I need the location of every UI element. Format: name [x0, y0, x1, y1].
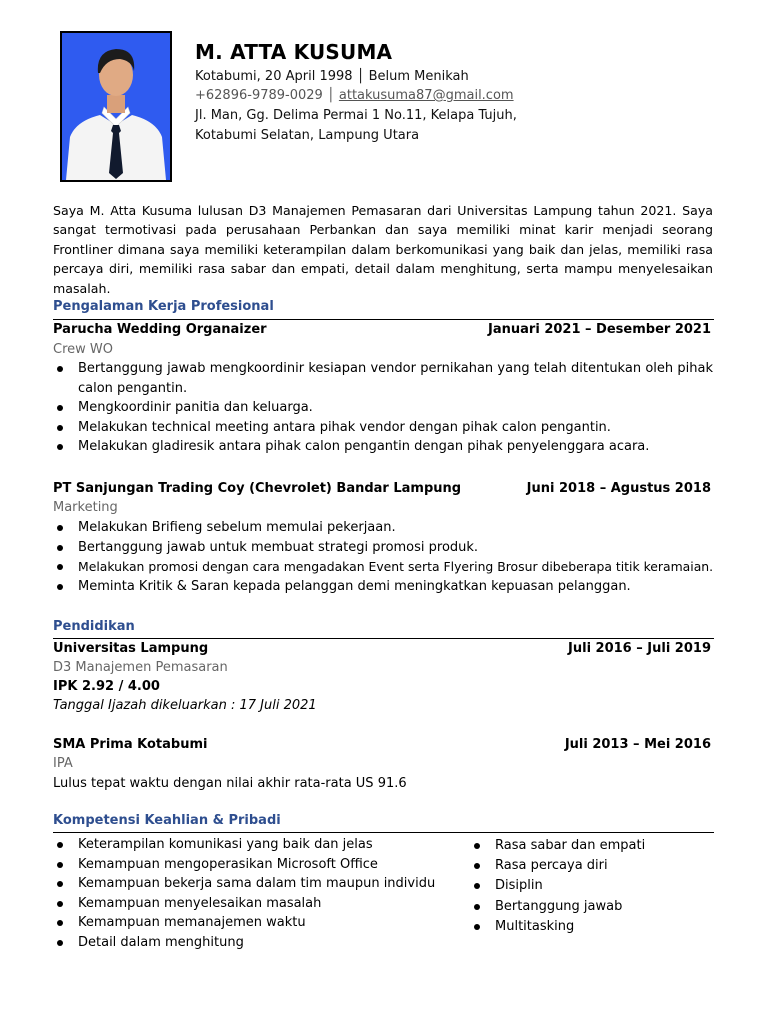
list-item: Keterampilan komunikasi yang baik dan jelas	[53, 835, 463, 855]
profile-summary: Saya M. Atta Kusuma lulusan D3 Manajemen Pemasaran dari Universitas Lampung tahun 2021. Saya sangat termotivasi pada perusahaan Perbankan dan saya memiliki minat karir menjadi seorang Frontliner dimana saya memiliki keterampilan dalam berkomunikasi yang baik dan jelas, memiliki rasa percaya diri, memiliki rasa sabar dan empati, detail dalam menghitung, serta mampu menyelesaikan masalah.	[53, 203, 713, 296]
school-header	[53, 735, 711, 754]
contact-line	[195, 86, 514, 105]
address-line-2: Kotabumi Selatan, Lampung Utara	[195, 128, 420, 143]
job-company: Parucha Wedding Organaizer	[53, 322, 267, 337]
job-tasks	[53, 518, 718, 596]
list-item: Bertanggung jawab mengkoordinir kesiapan vendor pernikahan yang telah ditentukan oleh pihak calon pengantin.	[53, 359, 713, 398]
skills-list-left	[53, 835, 463, 952]
job-header	[53, 479, 711, 498]
list-item: Meminta Kritik & Saran kepada pelanggan demi meningkatkan kepuasan pelanggan.	[53, 577, 718, 597]
list-item: Disiplin	[470, 876, 690, 896]
list-item: Rasa sabar dan empati	[470, 836, 690, 856]
skills-list-right	[470, 836, 690, 937]
job-role: Crew WO	[53, 342, 113, 357]
job-company: PT Sanjungan Trading Coy (Chevrolet) Bandar Lampung	[53, 481, 462, 496]
candidate-name: M. ATTA KUSUMA	[195, 40, 393, 64]
job-role: Marketing	[53, 500, 118, 515]
list-item: Melakukan technical meeting antara pihak vendor dengan pihak calon pengantin.	[53, 418, 713, 438]
profile-photo	[60, 31, 172, 182]
school-gpa: IPK 2.92 / 4.00	[53, 679, 160, 694]
school-period: Juli 2013 – Mei 2016	[564, 737, 711, 752]
list-item: Multitasking	[470, 917, 690, 937]
list-item: Melakukan Brifieng sebelum memulai pekerjaan.	[53, 518, 718, 538]
email-link[interactable]: attakusuma87@gmail.com	[338, 88, 514, 103]
list-item: Melakukan gladiresik antara pihak calon pengantin dengan pihak penyelenggara acara.	[53, 437, 713, 457]
list-item: Detail dalam menghitung	[53, 933, 463, 953]
school-header	[53, 639, 711, 658]
job-period: Januari 2021 – Desember 2021	[488, 322, 711, 337]
list-item: Melakukan promosi dengan cara mengadakan Event serta Flyering Brosur dibeberapa titik keramaian.	[53, 557, 718, 577]
phone-number: +62896-9789-0029 │	[195, 88, 339, 103]
school-name: Universitas Lampung	[53, 641, 209, 656]
school-name: SMA Prima Kotabumi	[53, 737, 208, 752]
list-item: Mengkoordinir panitia dan keluarga.	[53, 398, 713, 418]
address-line-1: Jl. Man, Gg. Delima Permai 1 No.11, Kelapa Tujuh,	[195, 108, 517, 123]
school-major: IPA	[53, 756, 73, 771]
birth-info: Kotabumi, 20 April 1998 │ Belum Menikah	[195, 69, 469, 84]
list-item: Rasa percaya diri	[470, 856, 690, 876]
section-title-skills: Kompetensi Keahlian & Pribadi	[53, 813, 281, 828]
job-period: Juni 2018 – Agustus 2018	[526, 481, 711, 496]
school-major: D3 Manajemen Pemasaran	[53, 660, 228, 675]
section-title-education: Pendidikan	[53, 619, 135, 634]
list-item: Kemampuan bekerja sama dalam tim maupun individu	[53, 874, 463, 894]
job-header	[53, 320, 711, 339]
list-item: Kemampuan memanajemen waktu	[53, 913, 463, 933]
school-note: Lulus tepat waktu dengan nilai akhir rata-rata US 91.6	[53, 776, 407, 791]
section-divider	[53, 832, 714, 833]
job-tasks	[53, 359, 713, 457]
section-title-experience: Pengalaman Kerja Profesional	[53, 299, 274, 314]
list-item: Bertanggung jawab	[470, 897, 690, 917]
list-item: Bertanggung jawab untuk membuat strategi promosi produk.	[53, 538, 718, 558]
school-note: Tanggal Ijazah dikeluarkan : 17 Juli 2021	[53, 698, 317, 713]
list-item: Kemampuan mengoperasikan Microsoft Office	[53, 855, 463, 875]
list-item: Kemampuan menyelesaikan masalah	[53, 894, 463, 914]
school-period: Juli 2016 – Juli 2019	[568, 641, 711, 656]
